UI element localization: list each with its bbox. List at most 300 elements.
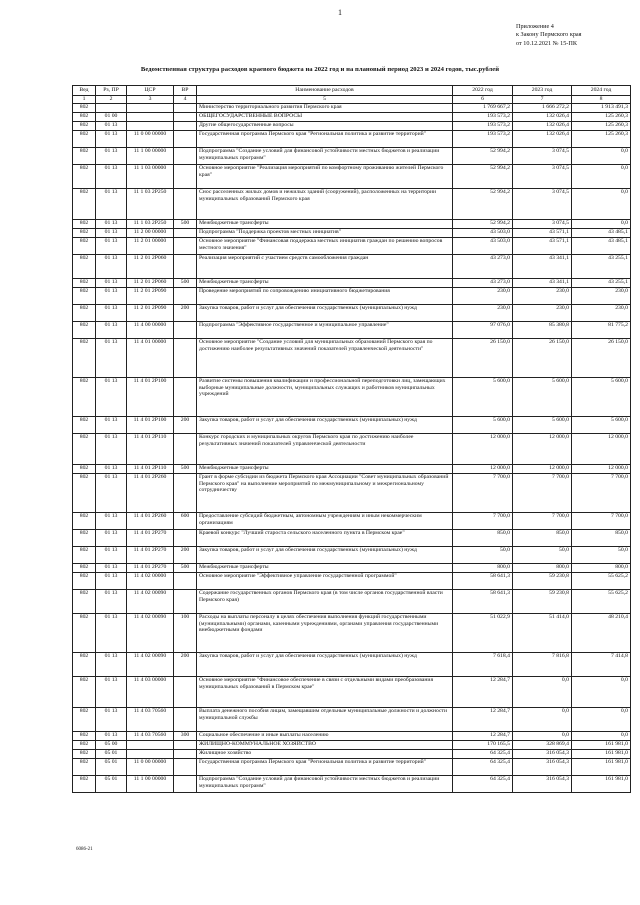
cell-ved: 802 [73,564,96,573]
cell-rz-pr: 01 13 [96,564,127,573]
cell-2023: 0,0 [513,677,572,708]
cell-expense-name: Жилищное хозяйство [197,750,453,759]
cell-vr: 600 [174,513,197,530]
cell-rz-pr: 01 13 [96,279,127,288]
cell-expense-name: Краевой конкурс "Лучший староста сельского населенного пункта в Пермском крае" [197,530,453,547]
cell-csr: 11 4 03 70560 [127,708,174,732]
column-index-row [73,96,631,104]
appendix-line-2: к Закону Пермского края [516,31,582,39]
cell-expense-name: Предоставление субсидий бюджетным, автономным учреждениям и иным некоммерческим организациям [197,513,453,530]
cell-expense-name: Подпрограмма "Создание условий для финансовой устойчивости местных бюджетов и реализации муниципальных программ" [197,776,453,793]
cell-csr: 11 4 03 00000 [127,677,174,708]
cell-expense-name: Министерство территориального развития Пермского края [197,104,453,113]
cell-2024: 125 260,3 [572,122,631,131]
cell-2023: 230,0 [513,288,572,305]
cell-expense-name: Подпрограмма "Создание условий для финансовой устойчивости местных бюджетов и реализации муниципальных программ" [197,148,453,165]
cell-2022: 7 700,0 [453,513,513,530]
cell-csr: 11 2 01 2P060 [127,279,174,288]
cell-csr: 11 4 01 2P110 [127,434,174,465]
cell-2023: 316 054,3 [513,759,572,776]
cell-2023: 3 074,5 [513,189,572,220]
cell-vr [174,378,197,417]
cell-2023: 51 414,0 [513,614,572,653]
cell-2023: 132 026,4 [513,113,572,122]
cell-rz-pr: 01 13 [96,677,127,708]
cell-2023: 26 150,0 [513,339,572,378]
cell-ved: 802 [73,708,96,732]
cell-2023: 230,0 [513,305,572,322]
cell-2022: 170 165,5 [453,741,513,750]
table-row [73,339,631,378]
index-cell: 1 [73,96,96,104]
cell-ved: 802 [73,653,96,677]
cell-expense-name: Основное мероприятие "Создание условий для муниципальных образований Пермского края по достижению наиболее результативных значений показателей управленческой деятельности" [197,339,453,378]
cell-ved: 802 [73,513,96,530]
cell-2023: 3 074,5 [513,165,572,189]
cell-ved: 802 [73,465,96,474]
cell-vr: 500 [174,220,197,229]
cell-ved: 802 [73,122,96,131]
cell-2024: 55 625,2 [572,590,631,614]
cell-ved: 802 [73,547,96,564]
cell-2022: 1 769 667,2 [453,104,513,113]
index-cell: 5 [197,96,453,104]
cell-csr: 11 4 01 2P260 [127,474,174,513]
cell-vr [174,104,197,113]
cell-csr: 11 4 01 00000 [127,339,174,378]
cell-rz-pr: 05 01 [96,750,127,759]
cell-ved: 802 [73,104,96,113]
cell-rz-pr: 01 13 [96,573,127,590]
cell-expense-name: Расходы на выплаты персоналу в целях обеспечения выполнения функций государственными (муниципальными) органами, казенными учреждениями, органами управления государственными внебюджетными фондами [197,614,453,653]
cell-vr [174,189,197,220]
cell-expense-name: Выплата денежного пособия лицам, замещавшим отдельные муниципальные должности и должности муниципальной службы [197,708,453,732]
cell-csr: 11 4 01 2P270 [127,564,174,573]
cell-ved: 802 [73,148,96,165]
cell-ved: 802 [73,741,96,750]
table-row [73,614,631,653]
cell-csr: 11 1 03 2P250 [127,189,174,220]
cell-rz-pr: 05 01 [96,759,127,776]
appendix-line-1: Приложение 4 [516,23,554,30]
cell-csr: 11 2 01 2P090 [127,305,174,322]
cell-2024: 0,0 [572,148,631,165]
cell-ved: 802 [73,165,96,189]
cell-2023: 85 380,8 [513,322,572,339]
cell-ved: 802 [73,288,96,305]
cell-2024: 12 000,0 [572,465,631,474]
cell-2024: 125 260,3 [572,131,631,148]
header-cell: Наименование расходов [197,86,453,96]
cell-expense-name: Грант в форме субсидии из бюджета Пермского края Ассоциации "Совет муниципальных образований Пермского края" на выполнение мероприятий по межмуниципальному и межрегиональному сотрудничеству [197,474,453,513]
cell-ved: 802 [73,131,96,148]
cell-expense-name: Основное мероприятие "Эффективное управление государственной программой" [197,573,453,590]
cell-2022: 43 503,0 [453,229,513,238]
cell-2023: 5 600,0 [513,378,572,417]
cell-2022: 52 994,2 [453,165,513,189]
cell-csr [127,122,174,131]
cell-csr: 11 2 01 2P090 [127,288,174,305]
table-row [73,573,631,590]
cell-2023: 3 074,5 [513,148,572,165]
cell-expense-name: Подпрограмма "Эффективное государственное и муниципальное управление" [197,322,453,339]
cell-vr [174,255,197,279]
document-title: Ведомственная структура расходов краевого бюджета на 2022 год и на плановый период 2023 и 2024 годов, тыс.рублей [140,66,500,73]
cell-2022: 230,0 [453,305,513,322]
cell-expense-name: Снос расселенных жилых домов и нежилых зданий (сооружений), расположенных на территории муниципальных образований Пермского края [197,189,453,220]
table-row [73,279,631,288]
cell-rz-pr: 05 01 [96,776,127,793]
cell-expense-name: Основное мероприятие "Реализация мероприятий по комфортному проживанию жителей Пермского края" [197,165,453,189]
cell-vr [174,750,197,759]
cell-csr [127,104,174,113]
cell-2022: 12 284,7 [453,732,513,741]
table-row [73,104,631,113]
appendix-block [516,23,582,48]
cell-2022: 64 325,4 [453,776,513,793]
cell-2022: 50,0 [453,547,513,564]
cell-csr: 11 1 03 00000 [127,165,174,189]
cell-2022: 193 573,2 [453,113,513,122]
cell-expense-name: Развитие системы повышения квалификации и профессиональной переподготовки лиц, замещающих выборные муниципальные должности, муниципальных служащих и работников муниципальных учреждений [197,378,453,417]
cell-expense-name: Закупка товаров, работ и услуг для обеспечения государственных (муниципальных) нужд [197,305,453,322]
table-row [73,564,631,573]
cell-expense-name: Закупка товаров, работ и услуг для обеспечения государственных (муниципальных) нужд [197,653,453,677]
table-row [73,238,631,255]
footer-code: 6086-21 [76,847,93,852]
cell-2024: 43 255,1 [572,255,631,279]
cell-vr [174,741,197,750]
cell-vr: 200 [174,653,197,677]
cell-2024: 161 981,0 [572,741,631,750]
cell-expense-name: ЖИЛИЩНО-КОММУНАЛЬНОЕ ХОЗЯЙСТВО [197,741,453,750]
cell-2023: 1 666 272,2 [513,104,572,113]
index-cell: 6 [453,96,513,104]
cell-rz-pr: 01 13 [96,465,127,474]
cell-2024: 7 700,0 [572,513,631,530]
cell-2024: 81 775,2 [572,322,631,339]
cell-ved: 802 [73,113,96,122]
header-cell: 2023 год [513,86,572,96]
cell-rz-pr: 01 13 [96,288,127,305]
cell-vr [174,339,197,378]
cell-2024: 0,0 [572,189,631,220]
cell-expense-name: ОБЩЕГОСУДАРСТВЕННЫЕ ВОПРОСЫ [197,113,453,122]
cell-expense-name: Закупка товаров, работ и услуг для обеспечения государственных (муниципальных) нужд [197,417,453,434]
table-row [73,776,631,793]
cell-vr [174,434,197,465]
cell-csr: 11 0 00 00000 [127,131,174,148]
cell-vr [174,148,197,165]
table-row [73,732,631,741]
cell-ved: 802 [73,677,96,708]
cell-ved: 802 [73,229,96,238]
cell-2024: 161 981,0 [572,776,631,793]
cell-2022: 12 284,7 [453,708,513,732]
cell-2023: 50,0 [513,547,572,564]
header-cell: ЦСР [127,86,174,96]
budget-table [72,85,631,793]
table-row [73,378,631,417]
appendix-line-3: от 10.12.2021 № 15-ПК [516,39,577,47]
table-row [73,530,631,547]
cell-rz-pr: 01 13 [96,614,127,653]
cell-rz-pr: 01 13 [96,417,127,434]
cell-2022: 52 994,2 [453,148,513,165]
index-cell: 8 [572,96,631,104]
cell-2024: 0,0 [572,220,631,229]
cell-ved: 802 [73,474,96,513]
cell-vr: 500 [174,564,197,573]
cell-2022: 97 076,0 [453,322,513,339]
table-row [73,759,631,776]
cell-vr [174,776,197,793]
cell-2024: 125 260,3 [572,113,631,122]
cell-2024: 55 625,2 [572,573,631,590]
table-row [73,148,631,165]
cell-expense-name: Социальное обеспечение и иные выплаты населению [197,732,453,741]
cell-2024: 850,0 [572,530,631,547]
cell-expense-name: Закупка товаров, работ и услуг для обеспечения государственных (муниципальных) нужд [197,547,453,564]
cell-2022: 51 022,9 [453,614,513,653]
cell-2024: 26 150,0 [572,339,631,378]
cell-rz-pr: 01 13 [96,547,127,564]
table-row [73,417,631,434]
table-row [73,165,631,189]
cell-2024: 7 700,0 [572,474,631,513]
header-cell: 2024 год [572,86,631,96]
cell-vr: 500 [174,279,197,288]
cell-rz-pr: 01 13 [96,474,127,513]
table-row [73,322,631,339]
cell-ved: 802 [73,417,96,434]
cell-2024: 5 600,0 [572,378,631,417]
cell-vr [174,113,197,122]
cell-2024: 230,0 [572,305,631,322]
cell-2024: 161 981,0 [572,759,631,776]
cell-expense-name: Межбюджетные трансферты [197,465,453,474]
table-row [73,653,631,677]
cell-2024: 0,0 [572,165,631,189]
cell-2024: 5 600,0 [572,417,631,434]
cell-vr [174,474,197,513]
cell-expense-name: Государственная программа Пермского края "Региональная политика и развитие территорий" [197,759,453,776]
cell-2023: 132 026,4 [513,122,572,131]
cell-vr [174,759,197,776]
table-row [73,189,631,220]
cell-rz-pr [96,104,127,113]
cell-ved: 802 [73,573,96,590]
cell-csr: 11 4 01 2P270 [127,547,174,564]
cell-vr [174,288,197,305]
cell-2023: 12 000,0 [513,434,572,465]
cell-ved: 802 [73,255,96,279]
cell-2024: 7 414,8 [572,653,631,677]
cell-rz-pr: 05 00 [96,741,127,750]
cell-2024: 43 255,1 [572,279,631,288]
cell-rz-pr: 01 13 [96,708,127,732]
cell-csr: 11 4 02 00090 [127,653,174,677]
cell-2024: 0,0 [572,708,631,732]
cell-ved: 802 [73,732,96,741]
cell-2024: 161 981,0 [572,750,631,759]
cell-2024: 0,0 [572,677,631,708]
cell-expense-name: Основное мероприятие "Финансовая поддержка местных инициатив граждан по решению вопросов местного значения" [197,238,453,255]
header-cell: Вед [73,86,96,96]
cell-2022: 800,0 [453,564,513,573]
cell-vr: 100 [174,614,197,653]
cell-2022: 52 994,2 [453,189,513,220]
cell-2023: 43 341,1 [513,255,572,279]
cell-2022: 193 573,2 [453,131,513,148]
cell-rz-pr: 01 13 [96,255,127,279]
cell-2024: 12 000,0 [572,434,631,465]
cell-csr: 11 4 01 2P270 [127,530,174,547]
cell-2023: 43 341,1 [513,279,572,288]
cell-vr: 500 [174,465,197,474]
cell-csr: 11 4 01 2P260 [127,513,174,530]
cell-vr: 200 [174,305,197,322]
cell-2023: 316 054,3 [513,750,572,759]
cell-2022: 5 600,0 [453,417,513,434]
cell-expense-name: Содержание государственных органов Пермского края (в том числе органов государственной власти Пермского края) [197,590,453,614]
cell-expense-name: Межбюджетные трансферты [197,564,453,573]
cell-csr: 11 2 00 00000 [127,229,174,238]
cell-2023: 43 571,1 [513,229,572,238]
cell-vr [174,590,197,614]
cell-csr: 11 4 01 2P110 [127,465,174,474]
cell-2024: 43 485,1 [572,229,631,238]
cell-expense-name: Другие общегосударственные вопросы [197,122,453,131]
cell-2024: 800,0 [572,564,631,573]
table-row [73,750,631,759]
cell-ved: 802 [73,750,96,759]
table-row [73,677,631,708]
cell-rz-pr: 01 00 [96,113,127,122]
cell-csr: 11 0 00 00000 [127,759,174,776]
cell-2023: 59 230,8 [513,590,572,614]
cell-ved: 802 [73,189,96,220]
cell-csr [127,750,174,759]
table-body [73,104,631,793]
cell-ved: 802 [73,378,96,417]
cell-2024: 230,0 [572,288,631,305]
cell-2022: 5 600,0 [453,378,513,417]
cell-csr [127,113,174,122]
table-row [73,122,631,131]
cell-2022: 43 273,0 [453,255,513,279]
table-row [73,305,631,322]
cell-2023: 850,0 [513,530,572,547]
table-row [73,708,631,732]
cell-csr: 11 1 00 00000 [127,776,174,793]
table-row [73,288,631,305]
cell-2023: 59 230,8 [513,573,572,590]
cell-csr: 11 2 01 2P060 [127,255,174,279]
cell-2023: 316 054,3 [513,776,572,793]
cell-2022: 58 641,3 [453,573,513,590]
cell-csr: 11 4 01 2P100 [127,378,174,417]
cell-csr: 11 4 00 00000 [127,322,174,339]
cell-ved: 802 [73,590,96,614]
cell-expense-name: Межбюджетные трансферты [197,279,453,288]
cell-ved: 802 [73,614,96,653]
cell-expense-name: Межбюджетные трансферты [197,220,453,229]
cell-rz-pr: 01 13 [96,189,127,220]
cell-csr: 11 1 03 2P250 [127,220,174,229]
cell-2023: 5 600,0 [513,417,572,434]
table-row [73,220,631,229]
header-cell: ВР [174,86,197,96]
table-row [73,513,631,530]
index-cell: 3 [127,96,174,104]
cell-rz-pr: 01 13 [96,653,127,677]
cell-2023: 7 700,0 [513,474,572,513]
cell-rz-pr: 01 13 [96,229,127,238]
cell-2024: 0,0 [572,732,631,741]
page-number: 1 [338,8,342,17]
cell-2023: 43 571,1 [513,238,572,255]
cell-2022: 58 641,3 [453,590,513,614]
cell-2022: 43 273,0 [453,279,513,288]
cell-2023: 132 026,4 [513,131,572,148]
table-row [73,465,631,474]
header-cell: 2022 год [453,86,513,96]
cell-csr [127,741,174,750]
table-row [73,113,631,122]
cell-2023: 328 869,4 [513,741,572,750]
cell-ved: 802 [73,434,96,465]
index-cell: 2 [96,96,127,104]
cell-csr: 11 2 01 00000 [127,238,174,255]
cell-rz-pr: 01 13 [96,322,127,339]
cell-2022: 230,0 [453,288,513,305]
cell-2022: 64 325,4 [453,759,513,776]
cell-2022: 12 000,0 [453,434,513,465]
index-cell: 7 [513,96,572,104]
cell-2022: 7 700,0 [453,474,513,513]
cell-2023: 12 000,0 [513,465,572,474]
cell-expense-name: Проведение мероприятий по сопровождению инициативного бюджетирования [197,288,453,305]
cell-vr [174,165,197,189]
cell-rz-pr: 01 13 [96,732,127,741]
cell-expense-name: Подпрограмма "Поддержка проектов местных инициатив" [197,229,453,238]
cell-2022: 7 618,4 [453,653,513,677]
cell-rz-pr: 01 13 [96,590,127,614]
cell-expense-name: Основное мероприятие "Финансовое обеспечение в связи с отдельными видами преобразования муниципальных образований в Пермском крае" [197,677,453,708]
header-row [73,86,631,96]
cell-2024: 50,0 [572,547,631,564]
table-row [73,131,631,148]
cell-2024: 1 913 491,3 [572,104,631,113]
cell-vr [174,131,197,148]
table-row [73,434,631,465]
cell-csr: 11 4 01 2P100 [127,417,174,434]
cell-rz-pr: 01 13 [96,165,127,189]
cell-2022: 12 284,7 [453,677,513,708]
cell-2023: 7 816,8 [513,653,572,677]
cell-vr [174,238,197,255]
cell-2024: 43 485,1 [572,238,631,255]
cell-vr: 200 [174,547,197,564]
cell-vr [174,122,197,131]
cell-2022: 64 325,4 [453,750,513,759]
cell-rz-pr: 01 13 [96,122,127,131]
cell-ved: 802 [73,322,96,339]
cell-vr [174,229,197,238]
cell-2022: 193 573,2 [453,122,513,131]
cell-2022: 52 994,2 [453,220,513,229]
